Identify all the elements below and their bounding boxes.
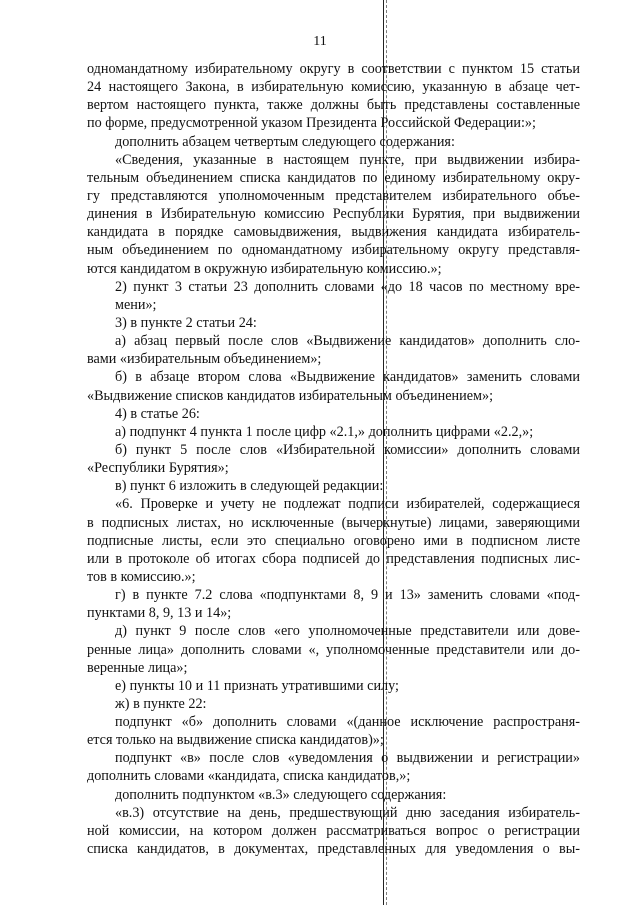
text-line: дополнить абзацем четвертым следующего содержания: xyxy=(115,133,455,150)
text-line: в) пункт 6 изложить в следующей редакции: xyxy=(115,478,384,495)
text-line: ется только на выдвижение списка кандидатов)»; xyxy=(87,732,384,749)
text-line: ются кандидатом в окружную избирательную комиссию.»; xyxy=(87,260,442,277)
text-line: веренные лица»; xyxy=(87,659,188,676)
text-line: а) подпункт 4 пункта 1 после цифр «2.1,» дополнить цифрами «2.2,»; xyxy=(115,423,534,440)
text-line: е) пункты 10 и 11 признать утратившими силу; xyxy=(115,677,399,694)
text-line: вертом настоящего пункта, также должны быть представлены составленные xyxy=(87,97,580,114)
text-line: подпункт «в» после слов «уведомления о выдвижении и регистрации» xyxy=(115,750,580,767)
text-line: «Сведения, указанные в настоящем пункте, при выдвижении избира- xyxy=(115,151,580,168)
text-line: или в протоколе об итогах сбора подписей до представления подписных лис- xyxy=(87,550,580,567)
text-line: а) абзац первый после слов «Выдвижение кандидатов» дополнить сло- xyxy=(115,333,580,350)
text-line: мени»; xyxy=(115,296,157,313)
text-line: подписные листы, если это специально оговорено ими в подписном листе xyxy=(87,532,580,549)
text-line: подпункт «б» дополнить словами «(данное исключение распространя- xyxy=(115,714,580,731)
text-line: гу представляются уполномоченным представителем избирательного объе- xyxy=(87,187,580,204)
text-line: списка кандидатов, в документах, представленных для уведомления о вы- xyxy=(87,841,580,858)
text-line: «Выдвижение списков кандидатов избирательным объединением»; xyxy=(87,387,494,404)
text-line: пунктами 8, 9, 13 и 14»; xyxy=(87,605,232,622)
text-line: «6. Проверке и учету не подлежат подписи избирателей, содержащиеся xyxy=(115,496,580,513)
text-line: 4) в статье 26: xyxy=(115,405,200,422)
text-line: «Республики Бурятия»; xyxy=(87,460,229,477)
text-line: по форме, предусмотренной указом Президента Российской Федерации:»; xyxy=(87,115,536,132)
text-line: д) пункт 9 после слов «его уполномоченные представители или дове- xyxy=(115,623,580,640)
text-line: динения в Избирательную комиссию Республики Бурятия, при выдвижении xyxy=(87,206,580,223)
text-line: б) пункт 5 после слов «Избирательной комиссии» дополнить словами xyxy=(115,441,580,458)
text-line: ной комиссии, на котором должен рассматриваться вопрос о регистрации xyxy=(87,822,580,839)
text-line: ж) в пункте 22: xyxy=(115,695,207,712)
text-line: 24 настоящего Закона, в избирательную комиссию, указанную в абзаце чет- xyxy=(87,79,580,96)
text-line: в подписных листах, но исключенные (вычеркнутые) лицами, заверяющими xyxy=(87,514,580,531)
text-line: ным объединением по одномандатному избирательному округу представля- xyxy=(87,242,580,259)
text-line: 2) пункт 3 статьи 23 дополнить словами «до 18 часов по местному вре- xyxy=(115,278,580,295)
text-line: «в.3) отсутствие на день, предшествующий дню заседания избиратель- xyxy=(115,804,580,821)
text-line: кандидата в порядке самовыдвижения, выдвижения кандидата избиратель- xyxy=(87,224,580,241)
page-number: 11 xyxy=(313,34,327,49)
text-line: тельным объединением списка кандидатов по единому избирательному окру- xyxy=(87,169,580,186)
text-line: одномандатному избирательному округу в соответствии с пунктом 15 статьи xyxy=(87,61,580,77)
text-line: дополнить словами «кандидата, списка кандидатов,»; xyxy=(87,768,411,785)
text-line: б) в абзаце втором слова «Выдвижение кандидатов» заменить словами xyxy=(115,369,580,386)
text-line: ренные лица» дополнить словами «, уполномоченные представители или до- xyxy=(87,641,580,658)
text-line: дополнить подпунктом «в.3» следующего содержания: xyxy=(115,786,447,803)
body-text xyxy=(87,60,580,858)
text-line: г) в пункте 7.2 слова «подпунктами 8, 9 и 13» заменить словами «под- xyxy=(115,587,580,604)
text-line: тов в комиссию.»; xyxy=(87,568,196,585)
text-line: 3) в пункте 2 статьи 24: xyxy=(115,314,257,331)
text-line: вами «избирательным объединением»; xyxy=(87,351,322,368)
